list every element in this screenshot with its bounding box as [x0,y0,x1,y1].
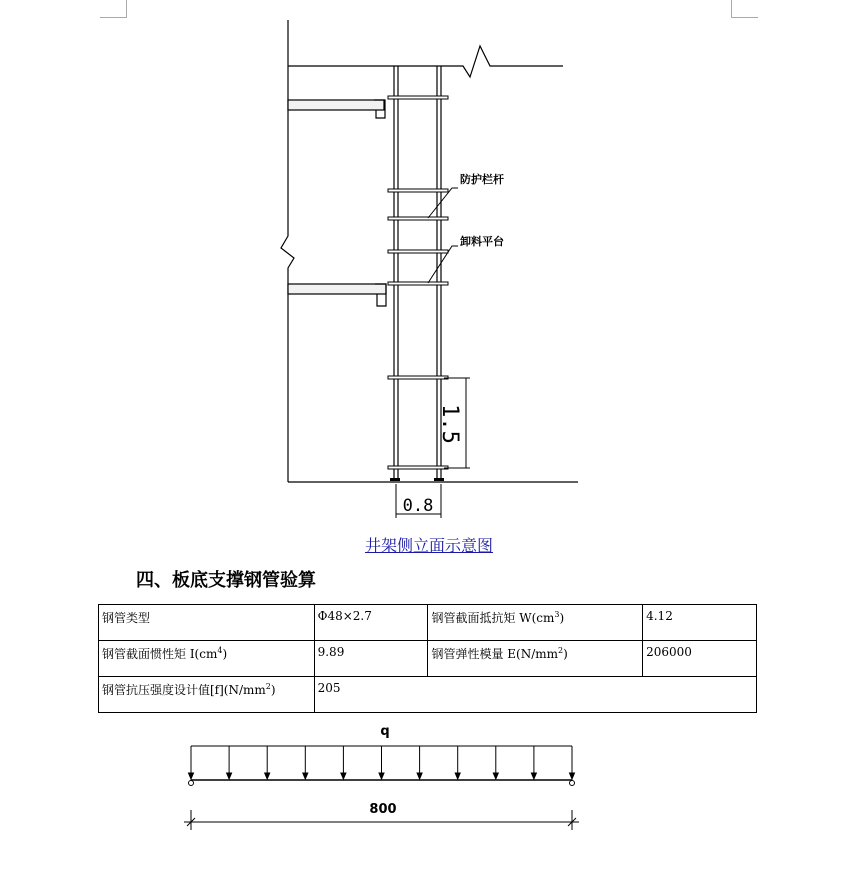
load-arrow-head [189,773,194,779]
beam-load-diagram [0,718,858,877]
compressive-strength-value: 205 [314,677,756,713]
load-arrow-head [531,773,536,779]
label-guardrail: 防护栏杆 [460,173,504,186]
ledger [388,217,448,220]
ledger [388,189,448,192]
load-arrow-head [341,773,346,779]
ledger [388,282,448,285]
width-dimension-text: 0.8 [402,496,434,516]
moment-of-inertia-label: 钢管截面惯性矩 $I(cm^4)$ [99,641,315,677]
moment-of-inertia-value: 9.89 [314,641,428,677]
roof-line [288,46,563,77]
compressive-strength-label: 钢管抗压强度设计值$[f](N/mm^2)$ [99,677,315,713]
load-arrow-head [227,773,232,779]
section-modulus-value: 4.12 [643,605,757,641]
load-arrow-head [455,773,460,779]
load-arrow-head [570,773,575,779]
load-arrow-head [265,773,270,779]
right-support [570,781,575,786]
floor-slab-upper [288,100,385,118]
load-arrow-head [303,773,308,779]
pipe-type-value: Φ48×2.7 [314,605,428,641]
ledger [388,376,448,379]
label-unloading-platform: 卸料平台 [460,235,504,248]
pipe-type-label: 钢管类型 [99,605,315,641]
table-row [99,641,757,677]
ledger [388,466,448,469]
building-wall-line [281,20,294,482]
base-plate [390,478,400,481]
load-arrow-head [417,773,422,779]
base-plate [434,478,444,481]
left-support [189,781,194,786]
figure-caption[interactable]: 井架侧立面示意图 [364,536,493,555]
ledger [388,250,448,253]
table-row [99,677,757,713]
load-label-q: q [380,724,390,739]
floor-slab-lower [288,284,386,306]
section-heading: 四、板底支撑钢管验算 [136,570,316,591]
load-arrow-head [493,773,498,779]
load-arrow-head [379,773,384,779]
section-modulus-label: 钢管截面抵抗矩 $W(cm^3)$ [428,605,643,641]
ledger [388,96,448,99]
elastic-modulus-label: 钢管弹性模量 $E(N/mm^2)$ [428,641,643,677]
elastic-modulus-value: 206000 [643,641,757,677]
steel-pipe-parameter-table [98,604,757,713]
table-row [99,605,757,641]
height-dimension-text: 1.5 [437,404,462,444]
load-arrows [189,746,575,779]
span-dimension-text: 800 [369,802,397,817]
